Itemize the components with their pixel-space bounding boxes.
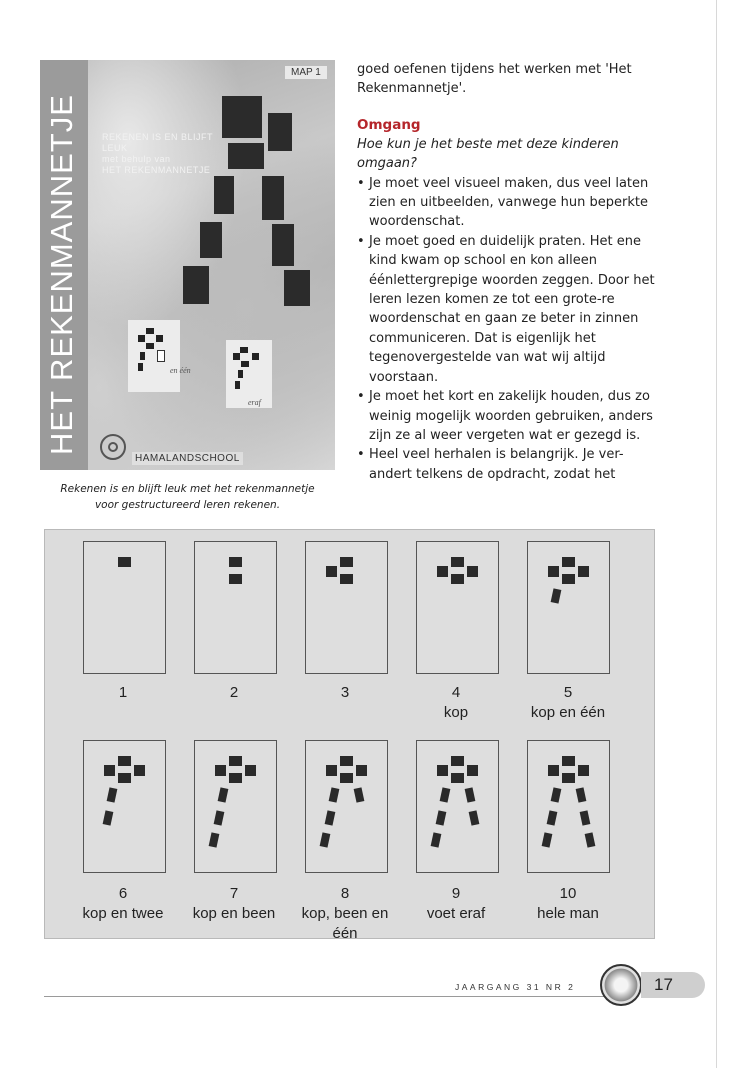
figure-block (542, 832, 553, 847)
figure-block (440, 787, 451, 802)
figure-block (118, 557, 131, 567)
card-label: kop en twee (82, 905, 164, 922)
figure-block (118, 773, 131, 783)
cover-note: eraf (248, 398, 261, 407)
figure-block (326, 765, 337, 776)
figure-block (229, 574, 242, 584)
figure-block (215, 765, 226, 776)
cover-tagline-line: HET REKENMANNETJE (102, 165, 211, 175)
mini-block (138, 363, 143, 371)
bullet-list (357, 174, 657, 485)
card-number: 10 (559, 885, 577, 902)
figure-block (469, 810, 480, 825)
section-heading: Omgang (357, 116, 421, 133)
page-number-tab (641, 972, 705, 998)
card-number: 2 (229, 684, 239, 701)
mini-card-left (128, 320, 180, 392)
mini-block (146, 343, 154, 349)
cover-tagline-line: met behulp van (102, 154, 171, 164)
figure-block (214, 810, 225, 825)
figure-block (104, 765, 115, 776)
cover-title: HET REKENMANNETJE (44, 94, 79, 455)
figure-card (194, 541, 277, 674)
figure-block (547, 810, 558, 825)
figure-block (134, 765, 145, 776)
card-label: voet eraf (426, 905, 486, 922)
figure-block (437, 765, 448, 776)
figure-block (229, 756, 242, 766)
figure-block (436, 810, 447, 825)
mini-block (233, 353, 240, 360)
book-cover-image (40, 60, 335, 470)
section-question: Hoe kun je het beste met deze kinderen omgaan? (357, 136, 619, 172)
figure-block (451, 557, 464, 567)
article-column (357, 60, 657, 484)
figure-block (585, 832, 596, 847)
figure-card (527, 740, 610, 873)
figure-block (578, 765, 589, 776)
figure-block (222, 96, 262, 138)
figure-block (103, 810, 114, 825)
figure-block (340, 773, 353, 783)
figure-block (320, 832, 331, 847)
figure-block (465, 787, 476, 802)
card-number: 5 (563, 684, 573, 701)
figure-block (340, 756, 353, 766)
bullet-item: • Je moet veel visueel maken, dus veel laten zien en uitbeelden, vanwege hun beperkte woordenschat. (357, 174, 657, 232)
figure-block (548, 765, 559, 776)
mini-block (240, 347, 248, 353)
caption-line: voor gestructureerd leren rekenen. (94, 499, 281, 511)
card-number: 4 (451, 684, 461, 701)
card-label: kop, been en één (301, 905, 389, 942)
figure-block (562, 756, 575, 766)
figure-block (548, 566, 559, 577)
figure-card (305, 740, 388, 873)
figure-block (431, 832, 442, 847)
figure-card (83, 740, 166, 873)
figure-card (416, 541, 499, 674)
card-number: 1 (118, 684, 128, 701)
mini-block (138, 335, 145, 342)
figure-block (118, 756, 131, 766)
journal-issue: JAARGANG 31 NR 2 (455, 982, 576, 992)
card-label: kop en been (192, 905, 276, 922)
mini-block (146, 328, 154, 334)
card-number: 6 (118, 885, 128, 902)
cover-tagline (102, 132, 232, 176)
school-name: HAMALANDSCHOOL (132, 452, 243, 465)
figure-block (451, 756, 464, 766)
figure-block (437, 566, 448, 577)
figure-block (200, 222, 222, 258)
figure-card (527, 541, 610, 674)
figure-block (209, 832, 220, 847)
mini-block (235, 381, 240, 389)
figure-block (562, 773, 575, 783)
school-logo-icon (100, 434, 126, 460)
figure-block (551, 588, 562, 603)
mini-block (241, 361, 249, 367)
cover-caption (40, 481, 335, 513)
card-label: hele man (537, 905, 599, 922)
page-number: 17 (654, 975, 673, 994)
figure-block (183, 266, 209, 304)
cover-note: en één (170, 366, 191, 375)
cover-tagline-line: REKENEN IS EN BLIJFT LEUK (102, 132, 213, 153)
figure-block (284, 270, 310, 306)
journal-emblem-icon (600, 964, 642, 1006)
figure-block (578, 566, 589, 577)
figure-card (83, 541, 166, 674)
figure-block (268, 113, 292, 151)
figure-block (451, 574, 464, 584)
bullet-item: • Heel veel herhalen is belangrijk. Je ver-andert telkens de opdracht, zodat het (357, 445, 657, 484)
figure-block (245, 765, 256, 776)
figure-block (551, 787, 562, 802)
page-edge (716, 0, 717, 1068)
map-label: MAP 1 (285, 66, 327, 79)
figure-block (340, 574, 353, 584)
footer-rule (44, 996, 606, 997)
figure-block (356, 765, 367, 776)
figure-block (326, 566, 337, 577)
figure-card (416, 740, 499, 873)
caption-line: Rekenen is en blijft leuk met het rekenmannetje (60, 483, 315, 495)
figure-block (562, 557, 575, 567)
bullet-item: • Je moet goed en duidelijk praten. Het ene kind kwam op school en kon alleen éénlettergrepige woorden zeggen. Door het leren lezen komen ze tot een grote-re woordenschat en gaan ze beter in zinnen communiceren. Dat is eigenlijk het tegenovergestelde van wat wij altijd voorstaan. (357, 232, 657, 387)
mini-block (252, 353, 259, 360)
figure-block (354, 787, 365, 802)
card-number: 9 (451, 885, 461, 902)
card-number: 8 (340, 885, 350, 902)
figure-block (467, 566, 478, 577)
mini-block (156, 335, 163, 342)
figure-block (576, 787, 587, 802)
figure-block (562, 574, 575, 584)
figure-block (340, 557, 353, 567)
figure-block (329, 787, 340, 802)
mini-block (157, 350, 165, 362)
card-label: kop en één (530, 704, 606, 721)
bullet-item: • Je moet het kort en zakelijk houden, dus zo weinig mogelijk woorden gebruiken, anders zijn ze al weer vergeten wat er gezegd is. (357, 387, 657, 445)
figure-block (214, 176, 234, 214)
figure-block (229, 773, 242, 783)
card-number: 7 (229, 885, 239, 902)
figure-block (218, 787, 229, 802)
figure-block (228, 143, 264, 169)
card-label: kop (443, 704, 469, 721)
figure-block (580, 810, 591, 825)
intro-paragraph: goed oefenen tijdens het werken met 'Het Rekenmannetje'. (357, 62, 632, 97)
mini-block (140, 352, 145, 360)
figure-block (262, 176, 284, 220)
figure-block (451, 773, 464, 783)
figure-block (325, 810, 336, 825)
figure-card (305, 541, 388, 674)
figure-block (107, 787, 118, 802)
figure-block (272, 224, 294, 266)
figure-card (194, 740, 277, 873)
card-number: 3 (340, 684, 350, 701)
figure-block (467, 765, 478, 776)
mini-block (238, 370, 243, 378)
figure-panel (44, 529, 655, 942)
figure-block (229, 557, 242, 567)
